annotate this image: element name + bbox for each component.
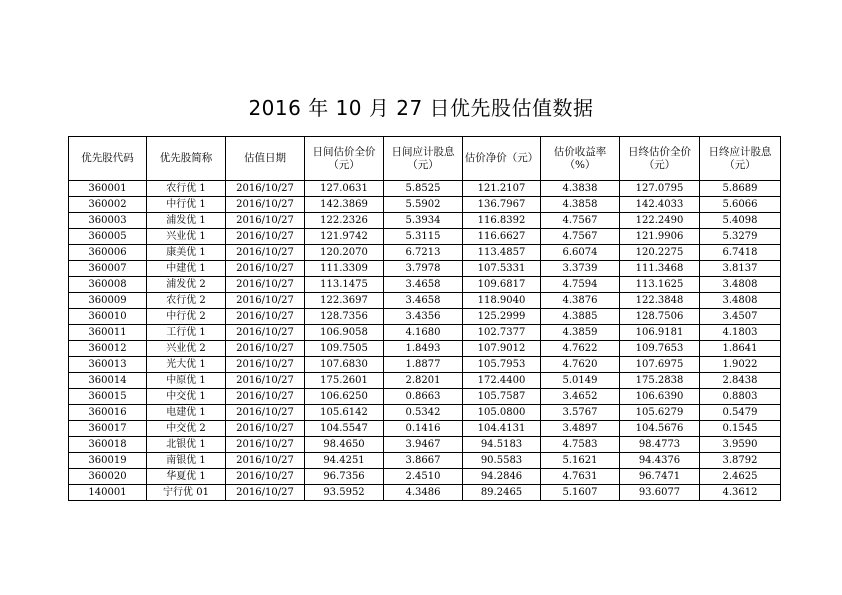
table-cell: 2016/10/27 bbox=[226, 309, 305, 325]
table-cell: 2016/10/27 bbox=[226, 469, 305, 485]
table-cell: 2016/10/27 bbox=[226, 405, 305, 421]
table-cell: 4.3612 bbox=[700, 485, 781, 501]
table-cell: 5.1621 bbox=[541, 453, 620, 469]
table-cell: 360008 bbox=[69, 277, 147, 293]
column-header bbox=[620, 137, 700, 181]
table-cell: 360015 bbox=[69, 389, 147, 405]
table-cell: 3.4658 bbox=[384, 293, 463, 309]
table-cell: 360001 bbox=[69, 181, 147, 197]
table-cell: 0.1545 bbox=[700, 421, 781, 437]
table-cell: 127.0631 bbox=[305, 181, 384, 197]
table-cell: 127.0795 bbox=[620, 181, 700, 197]
column-header-label: 估价收益率 bbox=[553, 145, 607, 158]
column-header bbox=[700, 137, 781, 181]
table-cell: 107.5331 bbox=[463, 261, 541, 277]
column-header-label: 优先股代码 bbox=[81, 152, 134, 164]
table-cell: 5.1607 bbox=[541, 485, 620, 501]
table-cell: 94.4376 bbox=[620, 453, 700, 469]
table-row bbox=[69, 389, 781, 405]
table-cell: 121.9742 bbox=[305, 229, 384, 245]
table-cell: 113.4857 bbox=[463, 245, 541, 261]
table-cell: 宁行优 01 bbox=[147, 485, 226, 501]
column-header-unit: （元） bbox=[724, 158, 756, 171]
table-cell: 360010 bbox=[69, 309, 147, 325]
table-cell: 116.8392 bbox=[463, 213, 541, 229]
table-row bbox=[69, 405, 781, 421]
table-cell: 中行优 1 bbox=[147, 197, 226, 213]
valuation-table bbox=[68, 136, 781, 501]
table-cell: 3.8137 bbox=[700, 261, 781, 277]
table-cell: 1.9022 bbox=[700, 357, 781, 373]
table-cell: 121.9906 bbox=[620, 229, 700, 245]
table-cell: 118.9040 bbox=[463, 293, 541, 309]
column-header-unit: （元） bbox=[643, 158, 676, 171]
table-cell: 3.8792 bbox=[700, 453, 781, 469]
column-header bbox=[226, 137, 305, 181]
table-cell: 2016/10/27 bbox=[226, 213, 305, 229]
table-row bbox=[69, 197, 781, 213]
table-row bbox=[69, 437, 781, 453]
table-cell: 1.8641 bbox=[700, 341, 781, 357]
table-cell: 120.2070 bbox=[305, 245, 384, 261]
table-cell: 105.6142 bbox=[305, 405, 384, 421]
table-cell: 2016/10/27 bbox=[226, 181, 305, 197]
table-cell: 2016/10/27 bbox=[226, 357, 305, 373]
table-row bbox=[69, 421, 781, 437]
table-cell: 105.6279 bbox=[620, 405, 700, 421]
table-cell: 122.2490 bbox=[620, 213, 700, 229]
table-cell: 360007 bbox=[69, 261, 147, 277]
table-cell: 105.0800 bbox=[463, 405, 541, 421]
table-cell: 2.4510 bbox=[384, 469, 463, 485]
table-cell: 94.4251 bbox=[305, 453, 384, 469]
table-cell: 175.2601 bbox=[305, 373, 384, 389]
table-body bbox=[69, 181, 781, 501]
table-cell: 104.5547 bbox=[305, 421, 384, 437]
table-cell: 360011 bbox=[69, 325, 147, 341]
table-cell: 中交优 1 bbox=[147, 389, 226, 405]
column-header-label: 日终应计股息 bbox=[708, 145, 772, 158]
table-cell: 93.5952 bbox=[305, 485, 384, 501]
table-cell: 94.2846 bbox=[463, 469, 541, 485]
table-cell: 兴业优 1 bbox=[147, 229, 226, 245]
table-cell: 5.3115 bbox=[384, 229, 463, 245]
table-cell: 2016/10/27 bbox=[226, 341, 305, 357]
table-cell: 4.3876 bbox=[541, 293, 620, 309]
table-cell: 0.5342 bbox=[384, 405, 463, 421]
table-cell: 89.2465 bbox=[463, 485, 541, 501]
table-cell: 3.8667 bbox=[384, 453, 463, 469]
table-cell: 工行优 1 bbox=[147, 325, 226, 341]
table-cell: 120.2275 bbox=[620, 245, 700, 261]
table-cell: 142.3869 bbox=[305, 197, 384, 213]
table-cell: 360016 bbox=[69, 405, 147, 421]
table-cell: 109.6817 bbox=[463, 277, 541, 293]
table-cell: 122.3848 bbox=[620, 293, 700, 309]
table-cell: 5.3934 bbox=[384, 213, 463, 229]
table-cell: 106.6250 bbox=[305, 389, 384, 405]
table-cell: 电建优 1 bbox=[147, 405, 226, 421]
table-cell: 360017 bbox=[69, 421, 147, 437]
table-cell: 南银优 1 bbox=[147, 453, 226, 469]
table-cell: 4.7567 bbox=[541, 213, 620, 229]
table-cell: 5.5902 bbox=[384, 197, 463, 213]
table-cell: 5.6066 bbox=[700, 197, 781, 213]
table-cell: 360002 bbox=[69, 197, 147, 213]
table-cell: 142.4033 bbox=[620, 197, 700, 213]
table-cell: 3.4897 bbox=[541, 421, 620, 437]
table-cell: 4.3885 bbox=[541, 309, 620, 325]
column-header-label: 估值日期 bbox=[244, 152, 286, 164]
column-header-label: 日间应计股息 bbox=[391, 145, 455, 158]
table-cell: 2016/10/27 bbox=[226, 421, 305, 437]
table-cell: 107.6975 bbox=[620, 357, 700, 373]
table-cell: 5.8689 bbox=[700, 181, 781, 197]
table-cell: 109.7653 bbox=[620, 341, 700, 357]
table-cell: 3.4652 bbox=[541, 389, 620, 405]
column-header bbox=[69, 137, 147, 181]
table-cell: 2016/10/27 bbox=[226, 453, 305, 469]
table-cell: 93.6077 bbox=[620, 485, 700, 501]
table-cell: 5.8525 bbox=[384, 181, 463, 197]
table-cell: 2.8201 bbox=[384, 373, 463, 389]
table-row bbox=[69, 485, 781, 501]
table-cell: 5.4098 bbox=[700, 213, 781, 229]
table-cell: 105.7587 bbox=[463, 389, 541, 405]
table-cell: 122.3697 bbox=[305, 293, 384, 309]
table-cell: 4.1803 bbox=[700, 325, 781, 341]
table-cell: 4.3858 bbox=[541, 197, 620, 213]
column-header bbox=[463, 137, 541, 181]
table-cell: 96.7356 bbox=[305, 469, 384, 485]
table-cell: 111.3309 bbox=[305, 261, 384, 277]
table-cell: 4.1680 bbox=[384, 325, 463, 341]
table-cell: 90.5583 bbox=[463, 453, 541, 469]
table-cell: 109.7505 bbox=[305, 341, 384, 357]
table-cell: 125.2999 bbox=[463, 309, 541, 325]
table-cell: 116.6627 bbox=[463, 229, 541, 245]
table-row bbox=[69, 373, 781, 389]
table-cell: 4.3838 bbox=[541, 181, 620, 197]
table-row bbox=[69, 341, 781, 357]
table-cell: 106.6390 bbox=[620, 389, 700, 405]
table-cell: 3.4658 bbox=[384, 277, 463, 293]
table-cell: 3.9467 bbox=[384, 437, 463, 453]
column-header bbox=[541, 137, 620, 181]
table-cell: 2016/10/27 bbox=[226, 389, 305, 405]
table-cell: 122.2326 bbox=[305, 213, 384, 229]
table-cell: 0.1416 bbox=[384, 421, 463, 437]
table-cell: 浦发优 1 bbox=[147, 213, 226, 229]
column-header bbox=[305, 137, 384, 181]
table-cell: 128.7356 bbox=[305, 309, 384, 325]
column-header-label: 日终估价全价 bbox=[628, 145, 691, 158]
table-cell: 北银优 1 bbox=[147, 437, 226, 453]
table-cell: 2016/10/27 bbox=[226, 437, 305, 453]
table-cell: 360019 bbox=[69, 453, 147, 469]
table-cell: 360013 bbox=[69, 357, 147, 373]
table-cell: 2.8438 bbox=[700, 373, 781, 389]
table-cell: 96.7471 bbox=[620, 469, 700, 485]
table-cell: 136.7967 bbox=[463, 197, 541, 213]
table-cell: 3.4808 bbox=[700, 277, 781, 293]
table-cell: 98.4650 bbox=[305, 437, 384, 453]
table-cell: 2016/10/27 bbox=[226, 197, 305, 213]
table-cell: 2016/10/27 bbox=[226, 373, 305, 389]
table-cell: 98.4773 bbox=[620, 437, 700, 453]
table-cell: 113.1625 bbox=[620, 277, 700, 293]
table-cell: 360005 bbox=[69, 229, 147, 245]
table-cell: 128.7506 bbox=[620, 309, 700, 325]
table-cell: 2016/10/27 bbox=[226, 277, 305, 293]
table-cell: 106.9181 bbox=[620, 325, 700, 341]
column-header-label: 估价净价（元） bbox=[464, 152, 539, 164]
page-title: 2016 年 10 月 27 日优先股估值数据 bbox=[248, 96, 594, 120]
table-cell: 6.7418 bbox=[700, 245, 781, 261]
table-cell: 104.4131 bbox=[463, 421, 541, 437]
table-cell: 0.8803 bbox=[700, 389, 781, 405]
table-cell: 102.7377 bbox=[463, 325, 541, 341]
table-cell: 3.9590 bbox=[700, 437, 781, 453]
table-cell: 4.3486 bbox=[384, 485, 463, 501]
column-header-unit: （%） bbox=[564, 158, 596, 171]
table-cell: 3.3739 bbox=[541, 261, 620, 277]
table-cell: 94.5183 bbox=[463, 437, 541, 453]
table-row bbox=[69, 277, 781, 293]
table-row bbox=[69, 357, 781, 373]
table-cell: 4.7583 bbox=[541, 437, 620, 453]
table-cell: 农行优 2 bbox=[147, 293, 226, 309]
table-header-row bbox=[69, 137, 781, 181]
table-cell: 中建优 1 bbox=[147, 261, 226, 277]
table-cell: 农行优 1 bbox=[147, 181, 226, 197]
table-cell: 6.6074 bbox=[541, 245, 620, 261]
table-row bbox=[69, 213, 781, 229]
table-cell: 107.9012 bbox=[463, 341, 541, 357]
table-cell: 0.5479 bbox=[700, 405, 781, 421]
table-cell: 107.6830 bbox=[305, 357, 384, 373]
table-cell: 中交优 2 bbox=[147, 421, 226, 437]
table-cell: 360006 bbox=[69, 245, 147, 261]
table-cell: 3.4507 bbox=[700, 309, 781, 325]
table-cell: 2016/10/27 bbox=[226, 485, 305, 501]
table-cell: 360018 bbox=[69, 437, 147, 453]
table-cell: 2016/10/27 bbox=[226, 325, 305, 341]
table-cell: 4.7620 bbox=[541, 357, 620, 373]
table-cell: 106.9058 bbox=[305, 325, 384, 341]
table-cell: 4.7631 bbox=[541, 469, 620, 485]
table-cell: 4.7567 bbox=[541, 229, 620, 245]
table-cell: 2016/10/27 bbox=[226, 245, 305, 261]
table-cell: 4.7594 bbox=[541, 277, 620, 293]
table-cell: 3.4808 bbox=[700, 293, 781, 309]
table-cell: 2016/10/27 bbox=[226, 293, 305, 309]
table-cell: 3.7978 bbox=[384, 261, 463, 277]
table-row bbox=[69, 309, 781, 325]
table-cell: 5.0149 bbox=[541, 373, 620, 389]
table-cell: 光大优 1 bbox=[147, 357, 226, 373]
table-cell: 121.2107 bbox=[463, 181, 541, 197]
column-header bbox=[147, 137, 226, 181]
table-cell: 360014 bbox=[69, 373, 147, 389]
table-cell: 360020 bbox=[69, 469, 147, 485]
table-cell: 360009 bbox=[69, 293, 147, 309]
table-cell: 兴业优 2 bbox=[147, 341, 226, 357]
table-cell: 105.7953 bbox=[463, 357, 541, 373]
table-cell: 360003 bbox=[69, 213, 147, 229]
column-header bbox=[384, 137, 463, 181]
table-row bbox=[69, 261, 781, 277]
table-cell: 康美优 1 bbox=[147, 245, 226, 261]
table-cell: 5.3279 bbox=[700, 229, 781, 245]
table-cell: 浦发优 2 bbox=[147, 277, 226, 293]
table-row bbox=[69, 181, 781, 197]
table-cell: 华夏优 1 bbox=[147, 469, 226, 485]
table-row bbox=[69, 325, 781, 341]
table-row bbox=[69, 293, 781, 309]
table-cell: 2016/10/27 bbox=[226, 261, 305, 277]
column-header-unit: （元） bbox=[407, 158, 439, 171]
table-cell: 中行优 2 bbox=[147, 309, 226, 325]
table-cell: 104.5676 bbox=[620, 421, 700, 437]
table-cell: 111.3468 bbox=[620, 261, 700, 277]
table-row bbox=[69, 469, 781, 485]
table-cell: 1.8493 bbox=[384, 341, 463, 357]
table-cell: 3.4356 bbox=[384, 309, 463, 325]
column-header-unit: （元） bbox=[328, 158, 360, 171]
column-header-label: 优先股简称 bbox=[159, 152, 213, 164]
table-cell: 175.2838 bbox=[620, 373, 700, 389]
column-header-label: 日间估价全价 bbox=[312, 145, 376, 158]
table-cell: 中原优 1 bbox=[147, 373, 226, 389]
table-row bbox=[69, 453, 781, 469]
table-cell: 2016/10/27 bbox=[226, 229, 305, 245]
table-cell: 140001 bbox=[69, 485, 147, 501]
table-cell: 2.4625 bbox=[700, 469, 781, 485]
table-cell: 113.1475 bbox=[305, 277, 384, 293]
table-cell: 172.4400 bbox=[463, 373, 541, 389]
table-cell: 4.7622 bbox=[541, 341, 620, 357]
table-cell: 360012 bbox=[69, 341, 147, 357]
table-row bbox=[69, 245, 781, 261]
table-cell: 1.8877 bbox=[384, 357, 463, 373]
table-cell: 6.7213 bbox=[384, 245, 463, 261]
table-cell: 4.3859 bbox=[541, 325, 620, 341]
table-row bbox=[69, 229, 781, 245]
table-cell: 3.5767 bbox=[541, 405, 620, 421]
table-cell: 0.8663 bbox=[384, 389, 463, 405]
